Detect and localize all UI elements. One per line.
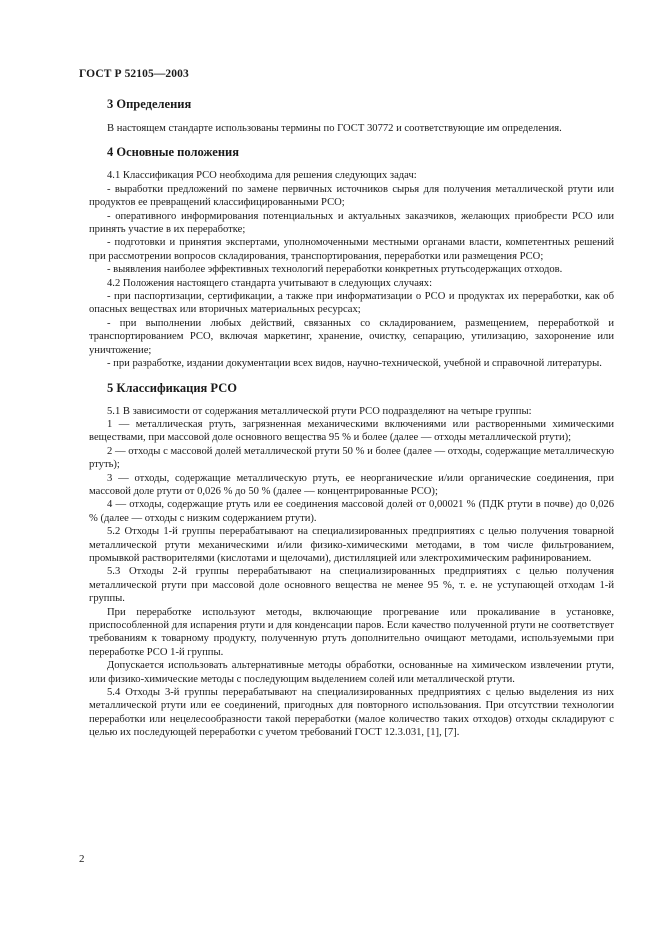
list-item: - оперативного информирования потенциальных и актуальных заказчиков, желающих приобрести РСО или принять участие в их переработке; <box>89 210 614 236</box>
paragraph: 5.2 Отходы 1-й группы перерабатывают на специализированных предприятиях с целью получения товарной металлической ртути механическими и/или физико-химическими методами, в том числе фильтрованием, промывкой растворителями (кислотами и щелочами), дистилляцией или электрохимическим рафинированием. <box>89 526 614 564</box>
section-title-classification: 5 Классификация РСО <box>107 380 237 395</box>
list-item: - при паспортизации, сертификации, а также при информатизации о РСО и продуктах их переработки, как об опасных веществах или вторичных материальных ресурсах; <box>89 291 614 316</box>
section-title-definitions: 3 Определения <box>107 97 192 111</box>
document-header: ГОСТ Р 52105—2003 <box>79 68 189 80</box>
paragraph: Допускается использовать альтернативные методы обработки, основанные на химическом извлечении ртути, или физико-химические методы с последующим выделением солей или металлической ртути. <box>89 660 614 685</box>
list-item: - подготовки и принятия экспертами, уполномоченными местными органами власти, компетентных решений при рассмотрении вопросов складирования, транспортирования, переработки или размещения РСО; <box>89 237 614 262</box>
paragraph: 5.3 Отходы 2-й группы перерабатывают на специализированных предприятиях с целью получения металлической ртути при массовой доле основного вещества не менее 95 %, т. е. не уступающей отходам 1-й группы. <box>89 566 614 605</box>
paragraph: При переработке используют методы, включающие прогревание или прокаливание в установке, приспособленной для испарения ртути и для конденсации паров. Если качество полученной ртути не соответствует требованиям к товарному продукту, полученную ртуть дополнительно очищают методами, используемыми при переработке РСО 1-й группы. <box>89 606 614 658</box>
paragraph: 5.4 Отходы 3-й группы перерабатывают на специализированных предприятиях с целью выделения из них металлической ртути или ее соединений, пригодных для повторного использования. При отсутствии технологии переработки или нецелесообразности такой переработки (малое количество таких отходов) отходы складируют с целью их последующей переработки с учетом требований ГОСТ 12.3.031, [1], [7]. <box>89 687 614 739</box>
list-item: - при разработке, издании документации всех видов, научно-технической, учебной и справочной литературы. <box>107 358 602 370</box>
list-item: 2 — отходы с массовой долей металлической ртути 50 % и более (далее — отходы, содержащие металлическую ртуть); <box>89 445 614 471</box>
paragraph: 4.1 Классификация РСО необходима для решения следующих задач: <box>107 170 417 182</box>
document-body <box>89 96 614 740</box>
list-item: - выявления наиболее эффективных технологий переработки конкретных ртутьсодержащих отходов. <box>107 264 563 276</box>
list-item: - выработки предложений по замене первичных источников сырья для получения металлической ртути или продуктов ее превращений классифицированными РСО; <box>89 183 614 209</box>
list-item: 1 — металлическая ртуть, загрязненная механическими включениями или растворенными химическими веществами, при массовой доле основного вещества 95 % и более (далее — отходы металлической ртути); <box>89 418 614 444</box>
paragraph: В настоящем стандарте использованы термины по ГОСТ 30772 и соответствующие им определения. <box>107 123 562 134</box>
list-item: 4 — отходы, содержащие ртуть или ее соединения массовой долей от 0,00021 % (ПДК ртути в почве) до 0,026 % (далее — отходы с низким содержанием ртути). <box>89 499 614 524</box>
list-item: - при выполнении любых действий, связанных со складированием, размещением, переработкой и транспортированием РСО, включая маркетинг, хранение, очистку, сепарацию, утилизацию, захоронение или уничтожение; <box>89 317 614 356</box>
paragraph: 4.2 Положения настоящего стандарта учитывают в следующих случаях: <box>107 277 433 289</box>
paragraph: 5.1 В зависимости от содержания металлической ртути РСО подразделяют на четыре группы: <box>107 405 532 417</box>
page-number: 2 <box>79 853 85 865</box>
list-item: 3 — отходы, содержащие металлическую ртуть, ее неорганические и/или органические соединения, при массовой доле ртути от 0,026 % до 50 % (далее — концентрированные РСО); <box>89 472 614 497</box>
section-title-main-provisions: 4 Основные положения <box>107 145 240 160</box>
